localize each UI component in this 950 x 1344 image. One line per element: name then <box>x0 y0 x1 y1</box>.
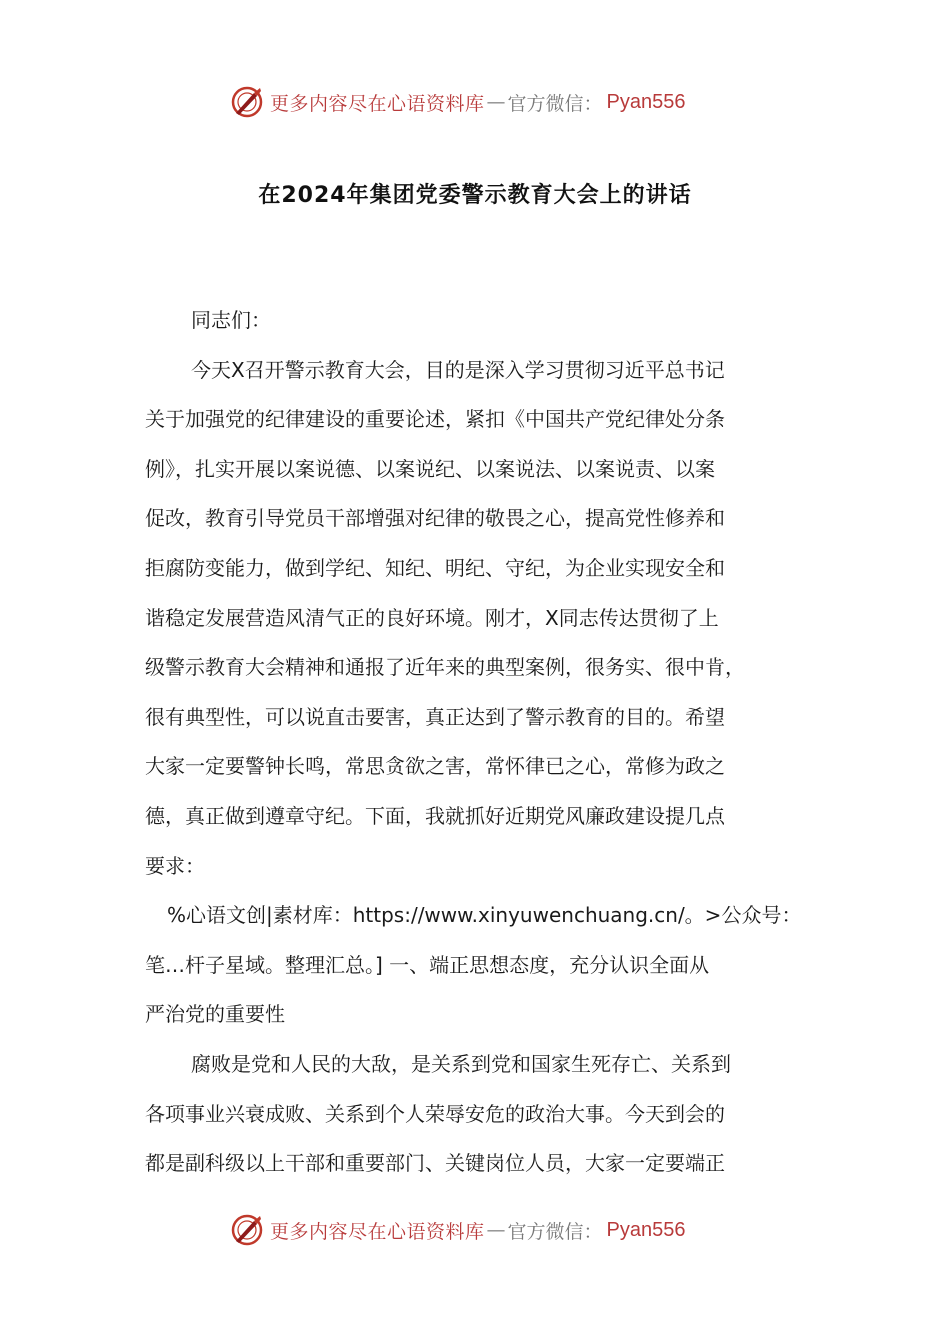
paragraph-line: 要求： <box>145 853 205 878</box>
banner-main-text: 更多内容尽在心语资料库 <box>270 1220 485 1243</box>
salutation-line: 同志们： <box>191 308 271 332</box>
paragraph-line: 级警示教育大会精神和通报了近年来的典型案例，很务实、很中肯， <box>145 655 745 680</box>
quill-seal-icon <box>230 85 264 119</box>
banner-wechat-label: 官方微信： <box>507 92 603 115</box>
paragraph-line: 谐稳定发展营造风清气正的良好环境。刚才，X同志传达贯彻了上 <box>145 605 719 630</box>
document-body <box>145 296 815 1189</box>
quill-seal-icon <box>230 1213 264 1247</box>
paragraph-line: 关于加强党的纪律建设的重要论述，紧扣《中国共产党纪律处分条 <box>145 407 725 432</box>
paragraph-line: 拒腐防变能力，做到学纪、知纪、明纪、守纪，为企业实现安全和 <box>145 555 725 580</box>
paragraph-line: 德，真正做到遵章守纪。下面，我就抓好近期党风廉政建设提几点 <box>145 803 725 828</box>
paragraph-line: 促改，教育引导党员干部增强对纪律的敬畏之心，提高党性修养和 <box>145 506 725 531</box>
paragraph-line: 都是副科级以上干部和重要部门、关键岗位人员，大家一定要端正 <box>145 1151 725 1176</box>
banner-wechat-id: Pyan556 <box>606 1218 686 1241</box>
banner-wechat-id: Pyan556 <box>606 90 686 113</box>
banner-separator: — <box>486 91 506 113</box>
paragraph-line: 今天X召开警示教育大会，目的是深入学习贯彻习近平总书记 <box>191 357 725 382</box>
banner-main-text: 更多内容尽在心语资料库 <box>270 92 485 115</box>
paragraph-line: 各项事业兴衰成败、关系到个人荣辱安危的政治大事。今天到会的 <box>145 1101 725 1126</box>
paragraph-line: 很有典型性，可以说直击要害，真正达到了警示教育的目的。希望 <box>145 704 725 729</box>
document-title: 在2024年集团党委警示教育大会上的讲话 <box>258 183 692 208</box>
paragraph-line: 例》，扎实开展以案说德、以案说纪、以案说法、以案说责、以案 <box>145 456 715 481</box>
paragraph-line: 大家一定要警钟长鸣，常思贪欲之害，常怀律已之心，常修为政之 <box>145 754 725 779</box>
paragraph-line: 腐败是党和人民的大敌，是关系到党和国家生死存亡、关系到 <box>191 1051 731 1076</box>
watermark-source-line: %心语文创|素材库：https://www.xinyuwenchuang.cn/。>公众号： <box>167 903 802 928</box>
banner-wechat-label: 官方微信： <box>507 1220 603 1243</box>
banner-separator: — <box>486 1219 506 1241</box>
section-heading-line: 严治党的重要性 <box>145 1002 285 1027</box>
section-heading-line: 笔…杆子星域。整理汇总。] 一、端正思想态度，充分认识全面从 <box>145 952 710 977</box>
header-banner <box>230 82 750 122</box>
footer-banner <box>230 1210 750 1250</box>
